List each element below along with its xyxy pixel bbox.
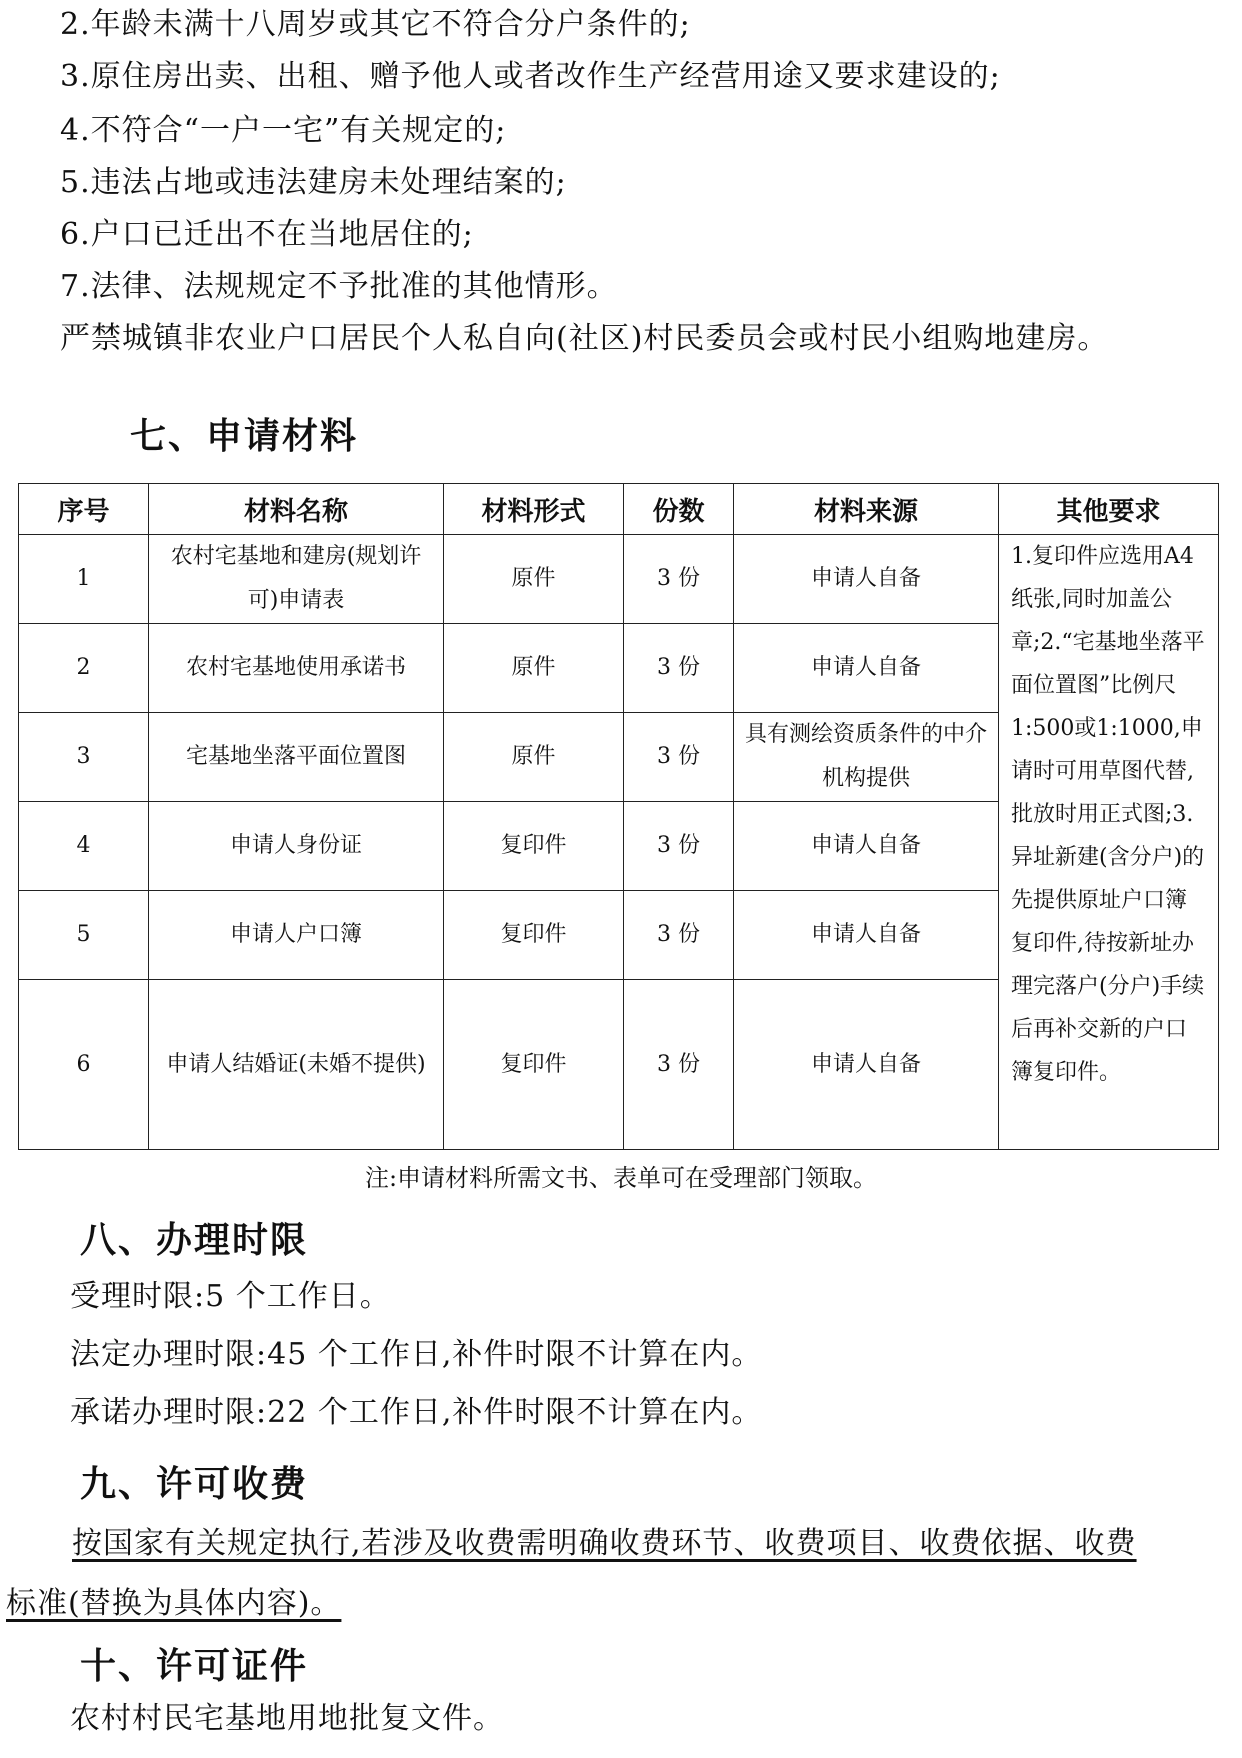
cell-form: 复印件 [444, 891, 624, 980]
cell-source: 申请人自备 [734, 624, 999, 713]
table-header-row [19, 484, 1219, 535]
section-title-certificate: 十、许可证件 [80, 1646, 309, 1687]
cell-copies: 3 份 [624, 535, 734, 624]
cell-no: 4 [19, 802, 149, 891]
table-note: 注:申请材料所需文书、表单可在受理部门领取。 [364, 1164, 878, 1192]
prohibition-text: 严禁城镇非农业户口居民个人私自向(社区)村民委员会或村民小组购地建房。 [60, 321, 1109, 356]
acceptance-time-limit: 受理时限:5 个工作日。 [70, 1279, 391, 1314]
header-name: 材料名称 [149, 484, 444, 535]
cell-no: 3 [19, 713, 149, 802]
section-title-time-limit: 八、办理时限 [80, 1220, 309, 1261]
cell-source: 具有测绘资质条件的中介机构提供 [734, 713, 999, 802]
cell-form: 原件 [444, 535, 624, 624]
condition-item-7: 7.法律、法规规定不予批准的其他情形。 [60, 269, 618, 304]
cell-copies: 3 份 [624, 624, 734, 713]
cell-copies: 3 份 [624, 891, 734, 980]
header-source: 材料来源 [734, 484, 999, 535]
certificate-text: 农村村民宅基地用地批复文件。 [70, 1701, 504, 1736]
condition-item-2: 2.年龄未满十八周岁或其它不符合分户条件的; [60, 7, 691, 42]
cell-no: 1 [19, 535, 149, 624]
fee-text-line-2: 标准(替换为具体内容)。 [6, 1586, 342, 1621]
cell-other-requirements: 1.复印件应选用A4纸张,同时加盖公章;2.“宅基地坐落平面位置图”比例尺1:500或1:1000,申请时可用草图代替,批放时用正式图;3.异址新建(含分户)的先提供原址户口簿复印件,待按新址办理完落户(分户)手续后再补交新的户口簿复印件。 [999, 535, 1219, 1150]
header-other: 其他要求 [999, 484, 1219, 535]
cell-copies: 3 份 [624, 802, 734, 891]
cell-copies: 3 份 [624, 713, 734, 802]
cell-form: 原件 [444, 713, 624, 802]
condition-item-4: 4.不符合“一户一宅”有关规定的; [60, 113, 507, 148]
cell-source: 申请人自备 [734, 535, 999, 624]
cell-form: 复印件 [444, 980, 624, 1150]
cell-name: 宅基地坐落平面位置图 [149, 713, 444, 802]
promised-time-limit: 承诺办理时限:22 个工作日,补件时限不计算在内。 [70, 1395, 763, 1430]
cell-no: 2 [19, 624, 149, 713]
legal-time-limit: 法定办理时限:45 个工作日,补件时限不计算在内。 [70, 1337, 763, 1372]
cell-form: 原件 [444, 624, 624, 713]
condition-item-3: 3.原住房出卖、出租、赠予他人或者改作生产经营用途又要求建设的; [60, 59, 1001, 94]
cell-source: 申请人自备 [734, 802, 999, 891]
section-title-fees: 九、许可收费 [80, 1464, 309, 1505]
cell-name: 申请人身份证 [149, 802, 444, 891]
cell-name: 农村宅基地使用承诺书 [149, 624, 444, 713]
cell-name: 申请人户口簿 [149, 891, 444, 980]
cell-no: 5 [19, 891, 149, 980]
fee-text-line-1: 按国家有关规定执行,若涉及收费需明确收费环节、收费项目、收费依据、收费 [72, 1526, 1137, 1561]
cell-form: 复印件 [444, 802, 624, 891]
cell-no: 6 [19, 980, 149, 1150]
cell-source: 申请人自备 [734, 891, 999, 980]
header-no: 序号 [19, 484, 149, 535]
cell-name: 申请人结婚证(未婚不提供) [149, 980, 444, 1150]
table-row [19, 535, 1219, 624]
condition-item-5: 5.违法占地或违法建房未处理结案的; [60, 165, 567, 200]
cell-name: 农村宅基地和建房(规划许可)申请表 [149, 535, 444, 624]
condition-item-6: 6.户口已迁出不在当地居住的; [60, 217, 474, 252]
materials-table [18, 483, 1219, 1150]
header-copies: 份数 [624, 484, 734, 535]
cell-source: 申请人自备 [734, 980, 999, 1150]
cell-copies: 3 份 [624, 980, 734, 1150]
header-form: 材料形式 [444, 484, 624, 535]
section-title-materials: 七、申请材料 [130, 416, 359, 457]
